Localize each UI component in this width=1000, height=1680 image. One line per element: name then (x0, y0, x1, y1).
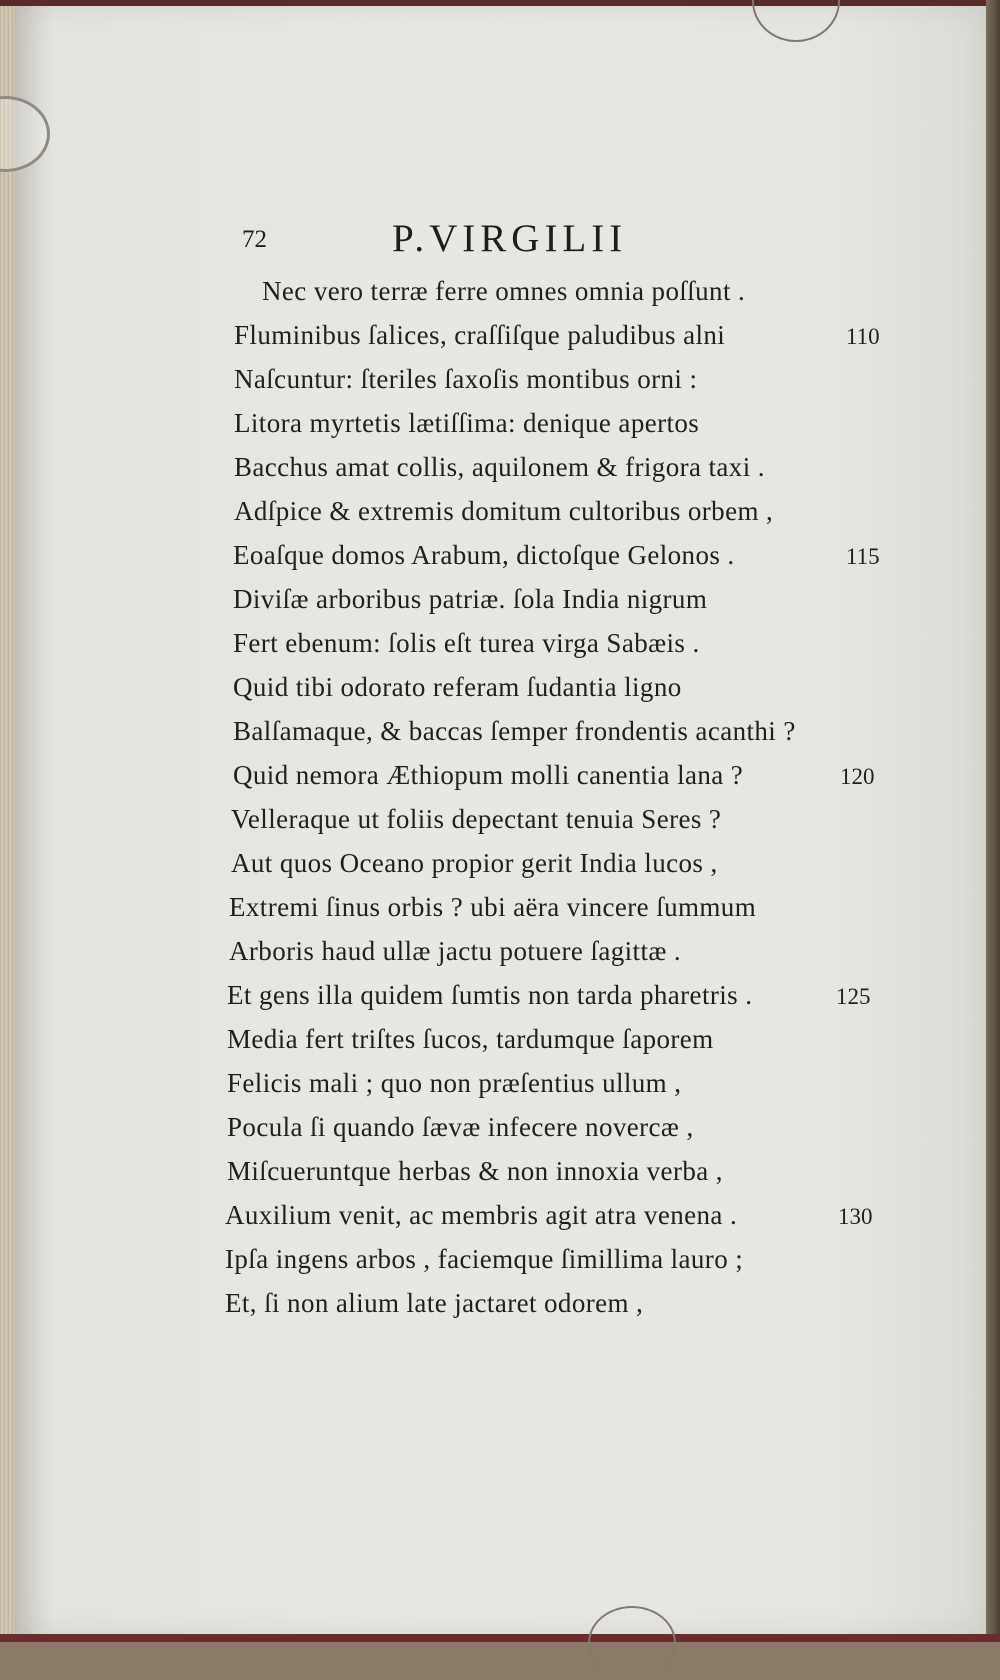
verse-line (0, 1068, 1000, 1112)
verse-text: Quid nemora Æthiopum molli canentia lana ? (233, 760, 744, 790)
page-header (0, 216, 1000, 266)
verse-line (0, 892, 1000, 936)
verse-line (0, 1024, 1000, 1068)
verse-text: Fluminibus ſalices, craſſiſque paludibus alni (234, 320, 726, 350)
verse-text: Arboris haud ullæ jactu potuere ſagittæ . (229, 936, 682, 966)
verse-line (0, 672, 1000, 716)
book-bottom-edge (0, 1634, 1000, 1642)
verse-line (0, 804, 1000, 848)
verse-line (0, 1156, 1000, 1200)
verse-line (0, 496, 1000, 540)
verse-text: Pocula ſi quando ſævæ infecere novercæ , (227, 1112, 694, 1142)
page-clip-bottom (588, 1606, 676, 1680)
verse-text: Aut quos Oceano propior gerit India lucos , (231, 848, 718, 878)
verse-line (0, 716, 1000, 760)
verse-text: Auxilium venit, ac membris agit atra venena . (225, 1200, 738, 1230)
verse-line (0, 848, 1000, 892)
verse-text: Litora myrtetis lætiſſima: denique apertos (234, 408, 700, 438)
verse-line (0, 1200, 1000, 1244)
verse-line (0, 584, 1000, 628)
verse-line (0, 452, 1000, 496)
verse-line (0, 628, 1000, 672)
verse-text: Felicis mali ; quo non præſentius ullum , (227, 1068, 682, 1098)
verse-text: Naſcuntur: ſteriles ſaxoſis montibus orni : (234, 364, 698, 394)
verse-text: Ipſa ingens arbos , faciemque ſimillima lauro ; (225, 1244, 744, 1274)
verse-line (0, 364, 1000, 408)
line-number: 110 (846, 324, 880, 349)
verse-text: Balſamaque, & baccas ſemper frondentis acanthi ? (233, 716, 796, 746)
verse-text: Et, ſi non alium late jactaret odorem , (225, 1288, 644, 1318)
verse-text: Nec vero terræ ferre omnes omnia poſſunt . (262, 276, 746, 306)
verse-line (0, 760, 1000, 804)
verse-text: Fert ebenum: ſolis eſt turea virga Sabæis . (233, 628, 700, 658)
line-number: 120 (840, 764, 875, 789)
line-number: 115 (846, 544, 880, 569)
verse-text: Adſpice & extremis domitum cultoribus orbem , (234, 496, 774, 526)
verse-line (0, 540, 1000, 584)
verse-text: Bacchus amat collis, aquilonem & frigora taxi . (234, 452, 765, 482)
verse-line (0, 320, 1000, 364)
verse-line (0, 980, 1000, 1024)
running-title: P.VIRGILII (392, 217, 628, 260)
verse-line (0, 1244, 1000, 1288)
verse-text: Diviſæ arboribus patriæ. ſola India nigrum (233, 584, 708, 614)
verse-text: Miſcueruntque herbas & non innoxia verba , (227, 1156, 723, 1186)
verse-line (0, 1112, 1000, 1156)
verse-text: Quid tibi odorato referam ſudantia ligno (233, 672, 682, 702)
line-number: 130 (838, 1204, 873, 1229)
verse-text: Et gens illa quidem ſumtis non tarda pharetris . (227, 980, 753, 1010)
verse-line (0, 936, 1000, 980)
page-number: 72 (242, 226, 267, 253)
verse-text: Eoaſque domos Arabum, dictoſque Gelonos . (233, 540, 735, 570)
verse-text: Media fert triſtes ſucos, tardumque ſaporem (227, 1024, 714, 1054)
line-number: 125 (836, 984, 871, 1009)
verse-line (0, 276, 1000, 320)
verse-text: Velleraque ut foliis depectant tenuia Seres ? (231, 804, 722, 834)
verse-line (0, 1288, 1000, 1332)
verse-line (0, 408, 1000, 452)
verse-text: Extremi ſinus orbis ? ubi aëra vincere ſummum (229, 892, 757, 922)
